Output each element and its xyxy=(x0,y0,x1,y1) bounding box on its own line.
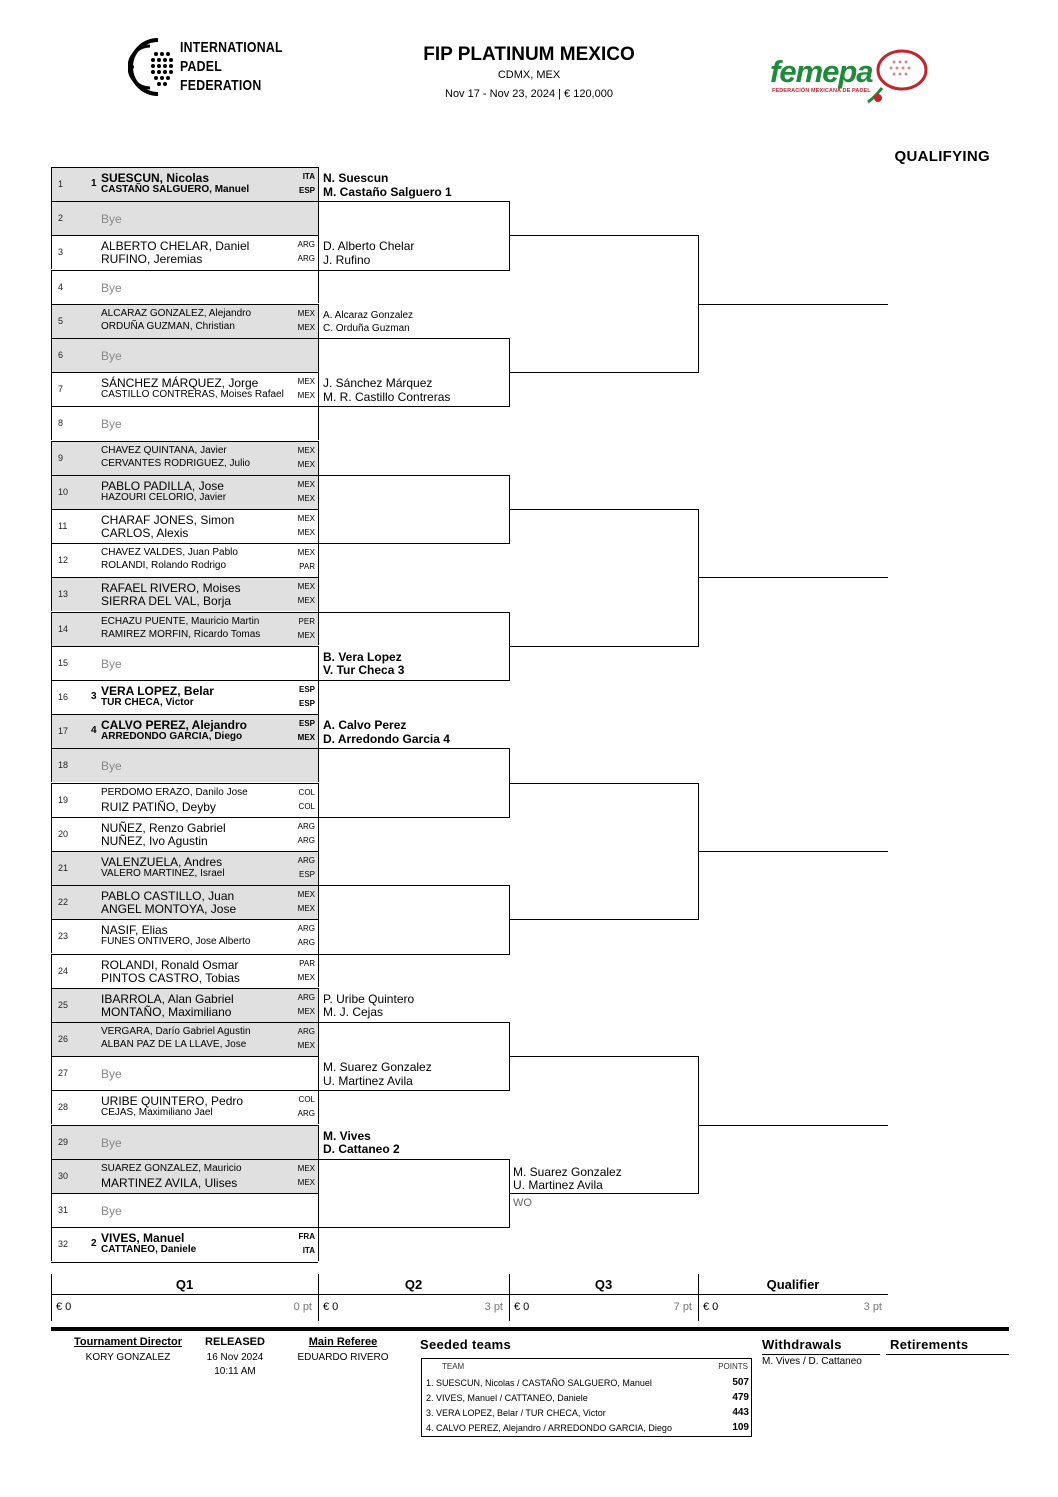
player-name: ECHAZU PUENTE, Mauricio Martin xyxy=(101,615,260,627)
player-name: CALVO PEREZ, Alejandro xyxy=(101,718,248,733)
draw-entry xyxy=(51,646,318,680)
bracket-line xyxy=(318,714,319,782)
player-name: CATTANEO, Daniele xyxy=(101,1244,197,1256)
bracket-line xyxy=(318,167,319,235)
draw-entry xyxy=(51,167,318,201)
player-name: ALBAN PAZ DE LA LLAVE, Jose xyxy=(101,1039,247,1050)
bracket-line xyxy=(318,406,509,407)
femepa-logo-text: femepa xyxy=(770,54,873,89)
player-country: MEX xyxy=(297,630,315,640)
player-name: ARREDONDO GARCIA, Diego xyxy=(101,731,243,743)
bracket-line xyxy=(318,1022,509,1023)
player-name: ANGEL MONTOYA, Jose xyxy=(101,902,237,917)
player-name: VERA LOPEZ, Belar xyxy=(101,684,214,698)
round-prize: € 0 xyxy=(514,1301,530,1313)
bracket-line xyxy=(509,1056,699,1057)
bracket-line xyxy=(318,201,509,202)
round1-winner-name: M. Suarez Gonzalez xyxy=(323,1060,432,1075)
player-country: MEX xyxy=(297,1163,315,1173)
player-name: PERDOMO ERAZO, Danilo Jose xyxy=(101,786,248,798)
player-country: PAR xyxy=(299,958,315,968)
bye-label: Bye xyxy=(101,1067,122,1082)
walkover-note: WO xyxy=(513,1197,532,1209)
ipf-logo-line: PADEL xyxy=(180,58,223,75)
player-name: SUAREZ GONZALEZ, Mauricio xyxy=(101,1162,242,1174)
round1-winner-name: M. J. Cejas xyxy=(323,1005,384,1020)
draw-position: 19 xyxy=(58,794,69,805)
draw-entry xyxy=(51,270,318,304)
draw-entry xyxy=(51,509,318,543)
player-country: ARG xyxy=(297,1027,315,1036)
round1-winner-name: C. Orduña Guzman xyxy=(323,323,410,335)
draw-position: 27 xyxy=(58,1068,69,1079)
released-date: 16 Nov 2024 xyxy=(206,1352,264,1363)
draw-entry xyxy=(51,1227,318,1261)
player-name: NUÑEZ, Renzo Gabriel xyxy=(101,820,226,835)
draw-position: 3 xyxy=(58,247,64,258)
draw-position: 13 xyxy=(58,589,69,600)
femepa-logo xyxy=(764,48,934,108)
referee-label: Main Referee xyxy=(308,1336,378,1348)
seeded-team-row xyxy=(426,1421,749,1436)
player-country: MEX xyxy=(297,1177,315,1187)
seed-number: 2 xyxy=(91,1238,97,1250)
player-country: ARG xyxy=(297,254,315,264)
draw-position: 22 xyxy=(58,897,69,908)
draw-position: 15 xyxy=(58,657,69,668)
round1-winner-name: U. Martinez Avila xyxy=(323,1073,413,1088)
player-country: MEX xyxy=(297,377,315,387)
seeded-team-row xyxy=(426,1406,749,1421)
round-label: Q1 xyxy=(175,1277,194,1292)
bracket-line xyxy=(318,1090,509,1091)
bracket-line xyxy=(318,954,509,955)
draw-position: 31 xyxy=(58,1205,69,1215)
bracket-line xyxy=(318,851,319,919)
player-name: CHAVEZ VALDES, Juan Pablo xyxy=(101,547,238,559)
player-name: NASIF, Elias xyxy=(101,923,168,938)
player-country: ARG xyxy=(297,240,315,250)
player-name: CEJAS, Maximiliano Jael xyxy=(101,1107,213,1119)
draw-entry xyxy=(51,680,318,714)
femepa-logo-subtitle: FEDERACIÓN MEXICANA DE PADEL xyxy=(772,88,871,94)
bye-label: Bye xyxy=(101,349,122,363)
ipf-logo-line: FEDERATION xyxy=(180,77,262,94)
round1-winner-name: D. Cattaneo 2 xyxy=(323,1142,400,1157)
round-label: Q3 xyxy=(594,1277,613,1292)
draw-entry xyxy=(51,1022,318,1056)
tournament-location: CDMX, MEX xyxy=(497,69,561,81)
draw-position: 17 xyxy=(58,726,69,737)
round-prize: € 0 xyxy=(323,1301,339,1313)
round1-winner-name: V. Tur Checa 3 xyxy=(323,663,405,678)
draw-entry xyxy=(51,1090,318,1124)
player-country: MEX xyxy=(297,582,315,592)
bracket-line xyxy=(318,783,319,851)
player-country: MEX xyxy=(297,445,315,455)
draw-position: 5 xyxy=(58,315,64,326)
round1-winner-name: D. Alberto Chelar xyxy=(323,239,415,254)
player-country: ARG xyxy=(297,856,315,865)
player-country: MEX xyxy=(297,308,315,318)
bye-label: Bye xyxy=(101,212,122,227)
draw-position: 1 xyxy=(58,179,64,189)
player-name: FUNES ONTIVERO, Jose Alberto xyxy=(101,936,251,948)
bracket-line xyxy=(698,577,888,578)
bracket-line xyxy=(318,988,319,1056)
draw-position: 25 xyxy=(58,999,69,1010)
seeded-team: 1. SUESCUN, Nicolas / CASTAÑO SALGUERO, Manuel xyxy=(426,1378,652,1388)
seed-number: 1 xyxy=(91,178,97,189)
player-name: IBARROLA, Alan Gabriel xyxy=(101,991,234,1006)
draw-entry xyxy=(51,817,318,851)
draw-entry xyxy=(51,714,318,748)
bracket-line xyxy=(318,919,319,987)
ipf-ball-icon xyxy=(128,36,178,98)
released-label: RELEASED xyxy=(205,1336,265,1348)
seeded-teams-title: Seeded teams xyxy=(420,1337,512,1352)
director-label: Tournament Director xyxy=(74,1336,182,1348)
draw-position: 2 xyxy=(58,213,64,224)
bracket-line xyxy=(509,919,699,920)
round1-winner-name: P. Uribe Quintero xyxy=(323,991,415,1006)
player-country: ESP xyxy=(298,685,315,694)
draw-position: 8 xyxy=(58,418,64,429)
bracket-line xyxy=(509,783,699,784)
player-name: CASTILLO CONTRERAS, Moises Rafael xyxy=(101,389,284,401)
draw-entry xyxy=(51,988,318,1022)
round1-winner-name: M. R. Castillo Contreras xyxy=(323,389,451,404)
entries-bottom-border xyxy=(51,1262,318,1263)
player-name: SUESCUN, Nicolas xyxy=(101,171,210,185)
bracket-line xyxy=(318,1159,509,1160)
player-country: MEX xyxy=(297,528,315,537)
withdrawals-title: Withdrawals xyxy=(762,1337,842,1352)
seeded-points: 479 xyxy=(732,1392,749,1403)
player-name: URIBE QUINTERO, Pedro xyxy=(101,1094,244,1109)
player-country: ARG xyxy=(297,938,315,948)
seeded-team: 2. VIVES, Manuel / CATTANEO, Daniele xyxy=(426,1393,588,1403)
round-label: Q2 xyxy=(404,1277,423,1292)
draw-entry xyxy=(51,577,318,611)
round-points: 0 pt xyxy=(293,1301,312,1313)
referee-name: EDUARDO RIVERO xyxy=(297,1352,389,1363)
draw-entry xyxy=(51,1159,318,1193)
bracket-line xyxy=(318,885,509,886)
draw-position: 30 xyxy=(58,1170,69,1181)
round1-winner-name: N. Suescun xyxy=(323,171,389,185)
round2-winner-line1: M. Suarez Gonzalez xyxy=(513,1165,622,1179)
player-name: PABLO CASTILLO, Juan xyxy=(101,889,235,904)
draw-position: 24 xyxy=(58,965,69,976)
player-name: VALERO MARTINEZ, Israel xyxy=(101,868,225,879)
player-country: ITA xyxy=(302,1246,315,1256)
player-name: PABLO PADILLA, Jose xyxy=(101,478,224,493)
player-country: ESP xyxy=(298,186,315,195)
player-name: SIERRA DEL VAL, Borja xyxy=(101,594,232,609)
draw-entry xyxy=(51,783,318,817)
bracket-line xyxy=(318,338,509,339)
player-country: MEX xyxy=(297,972,315,982)
draw-entry xyxy=(51,954,318,988)
tournament-dates: Nov 17 - Nov 23, 2024 | € 120,000 xyxy=(445,88,613,100)
bracket-line xyxy=(318,543,509,544)
draw-position: 6 xyxy=(58,350,64,360)
player-name: VIVES, Manuel xyxy=(101,1231,185,1246)
draw-position: 21 xyxy=(58,863,69,873)
draw-entry xyxy=(51,406,318,440)
player-country: ARG xyxy=(297,835,315,845)
bracket-line xyxy=(318,475,509,476)
player-country: MEX xyxy=(297,322,315,332)
draw-entry xyxy=(51,851,318,885)
team-column-header: TEAM xyxy=(442,1362,465,1371)
draw-position: 23 xyxy=(58,931,69,942)
draw-entry xyxy=(51,304,318,338)
player-country: ARG xyxy=(297,821,315,831)
draw-position: 18 xyxy=(58,760,69,771)
footer-divider xyxy=(51,1327,1009,1331)
released-time: 10:11 AM xyxy=(214,1366,256,1377)
draw-entry xyxy=(51,885,318,919)
bracket-line xyxy=(698,509,699,647)
draw-position: 16 xyxy=(58,692,69,702)
bracket-line xyxy=(509,235,699,236)
round-header-divider xyxy=(51,1294,888,1295)
round-points: 3 pt xyxy=(863,1301,882,1313)
bracket-line xyxy=(509,885,510,955)
draw-entry xyxy=(51,475,318,509)
seeded-points: 507 xyxy=(732,1377,749,1388)
ipf-logo xyxy=(128,36,298,98)
round1-winner-name: A. Calvo Perez xyxy=(323,718,407,733)
bracket-line xyxy=(698,1125,888,1126)
bracket-line xyxy=(318,372,319,440)
draw-position: 14 xyxy=(58,623,69,634)
draw-position: 32 xyxy=(58,1239,69,1250)
bracket-line xyxy=(318,680,509,681)
bye-label: Bye xyxy=(101,280,122,295)
player-country: MEX xyxy=(297,459,315,469)
ipf-logo-line: INTERNATIONAL xyxy=(180,39,283,56)
bracket-line xyxy=(318,612,509,613)
points-column-header: POINTS xyxy=(718,1362,748,1371)
player-name: VALENZUELA, Andres xyxy=(101,855,223,869)
withdrawals-list: M. Vives / D. Cattaneo xyxy=(762,1356,862,1367)
draw-entry xyxy=(51,235,318,269)
bracket-line xyxy=(318,509,319,577)
draw-position: 4 xyxy=(58,281,64,292)
seeded-points: 443 xyxy=(732,1407,749,1418)
round-label: Qualifier xyxy=(766,1277,820,1292)
draw-position: 11 xyxy=(58,521,68,531)
bracket-line xyxy=(698,304,888,305)
retirements-title: Retirements xyxy=(890,1337,969,1352)
player-name: RUIZ PATIÑO, Deyby xyxy=(101,799,216,814)
player-name: MONTAÑO, Maximiliano xyxy=(101,1004,232,1019)
bye-label: Bye xyxy=(101,759,122,774)
bracket-line xyxy=(318,1056,319,1124)
round-points: 7 pt xyxy=(673,1301,692,1313)
player-name: PINTOS CASTRO, Tobias xyxy=(101,970,240,985)
player-country: MEX xyxy=(297,904,315,914)
player-country: MEX xyxy=(297,391,315,401)
bracket-line xyxy=(318,304,319,372)
player-name: CASTAÑO SALGUERO, Manuel xyxy=(101,184,250,195)
round1-winner-name: M. Vives xyxy=(323,1128,371,1143)
bracket-line xyxy=(318,1193,319,1261)
draw-position: 10 xyxy=(58,486,69,497)
player-name: ALCARAZ GONZALEZ, Alejandro xyxy=(101,307,252,319)
seeded-team-row xyxy=(426,1376,749,1391)
player-country: ARG xyxy=(297,992,315,1002)
draw-entry xyxy=(51,1056,318,1090)
draw-entry xyxy=(51,1125,318,1159)
tournament-title: FIP PLATINUM MEXICO xyxy=(423,44,635,65)
player-country: MEX xyxy=(297,1006,315,1016)
player-country: COL xyxy=(298,1095,315,1105)
draw-entry xyxy=(51,441,318,475)
round-points: 3 pt xyxy=(484,1301,503,1313)
player-name: RUFINO, Jeremias xyxy=(101,252,203,267)
player-country: ESP xyxy=(298,719,315,729)
player-name: CHARAF JONES, Simon xyxy=(101,513,235,527)
bracket-line xyxy=(318,577,319,645)
seeded-team: 4. CALVO PEREZ, Alejandro / ARREDONDO GARCIA, Diego xyxy=(426,1423,672,1433)
player-name: ALBERTO CHELAR, Daniel xyxy=(101,239,250,254)
player-name: TUR CHECA, Victor xyxy=(101,697,194,708)
draw-position: 12 xyxy=(58,555,69,566)
player-name: CHAVEZ QUINTANA, Javier xyxy=(101,444,227,456)
seeded-points: 109 xyxy=(732,1422,749,1433)
player-name: RAFAEL RIVERO, Moises xyxy=(101,581,241,596)
round-prize: € 0 xyxy=(56,1301,72,1313)
player-country: FRA xyxy=(298,1232,315,1242)
player-name: MARTINEZ AVILA, Ulises xyxy=(101,1175,238,1190)
player-name: CARLOS, Alexis xyxy=(101,526,189,540)
seeded-team-row xyxy=(426,1391,749,1406)
round1-winner-name: J. Rufino xyxy=(323,252,371,267)
bye-label: Bye xyxy=(101,656,122,671)
player-country: ARG xyxy=(297,924,315,934)
draw-entry xyxy=(51,338,318,372)
bracket-line xyxy=(318,817,509,818)
bracket-line xyxy=(509,646,699,647)
round1-winner-name: B. Vera Lopez xyxy=(323,649,402,664)
draw-entry xyxy=(51,1193,318,1227)
player-country: ESP xyxy=(298,870,315,879)
draw-position: 7 xyxy=(58,384,64,395)
player-country: MEX xyxy=(297,596,315,606)
draw-position: 29 xyxy=(58,1136,69,1147)
draw-position: 9 xyxy=(58,452,64,463)
bye-label: Bye xyxy=(101,1204,122,1218)
bracket-line xyxy=(698,851,888,852)
player-country: MEX xyxy=(297,890,315,900)
bye-label: Bye xyxy=(101,1135,122,1150)
draw-entry xyxy=(51,612,318,646)
seeded-teams-table xyxy=(421,1358,752,1437)
draw-entry xyxy=(51,543,318,577)
player-country: ESP xyxy=(298,699,315,708)
round-prize: € 0 xyxy=(703,1301,719,1313)
round2-winner-line2: U. Martinez Avila xyxy=(513,1178,603,1192)
player-country: MEX xyxy=(297,733,315,743)
player-country: COL xyxy=(298,801,315,811)
player-name: ORDUÑA GUZMAN, Christian xyxy=(101,320,235,332)
draw-entry xyxy=(51,748,318,782)
bracket-line xyxy=(318,441,319,509)
padel-racket-icon xyxy=(864,48,934,108)
draw-type-label: QUALIFYING xyxy=(894,148,990,165)
player-name: ROLANDI, Ronald Osmar xyxy=(101,957,239,972)
bracket-line xyxy=(318,1227,509,1228)
draw-position: 26 xyxy=(58,1034,69,1044)
round1-winner-name: J. Sánchez Márquez xyxy=(323,376,433,391)
bye-label: Bye xyxy=(101,417,122,432)
bracket-line xyxy=(509,372,699,373)
draw-position: 20 xyxy=(58,828,69,839)
player-name: CERVANTES RODRIGUEZ, Julio xyxy=(101,457,251,469)
bracket-line xyxy=(318,1125,319,1193)
retirements-underline xyxy=(886,1354,1009,1355)
bracket-line xyxy=(318,235,319,303)
bracket-line xyxy=(509,201,510,271)
player-country: PER xyxy=(298,616,315,626)
player-country: MEX xyxy=(297,548,315,558)
player-country: MEX xyxy=(297,514,315,523)
bracket-line xyxy=(509,509,699,510)
round1-winner-name: M. Castaño Salguero 1 xyxy=(323,184,452,199)
player-country: ITA xyxy=(302,172,315,181)
withdrawals-underline xyxy=(762,1354,880,1355)
player-country: COL xyxy=(298,787,315,797)
player-name: NUÑEZ, Ivo Agustin xyxy=(101,833,208,848)
bracket-line xyxy=(318,748,509,749)
draw-entry xyxy=(51,372,318,406)
player-name: SÁNCHEZ MÁRQUEZ, Jorge xyxy=(101,376,259,391)
player-country: MEX xyxy=(297,479,315,489)
seed-number: 4 xyxy=(91,725,97,737)
player-country: ARG xyxy=(297,1109,315,1119)
draw-position: 28 xyxy=(58,1102,69,1113)
player-name: HAZOURI CELORIO, Javier xyxy=(101,491,227,503)
director-name: KORY GONZALEZ xyxy=(85,1352,171,1363)
round1-winner-name: D. Arredondo Garcia 4 xyxy=(323,731,450,746)
player-country: MEX xyxy=(297,1041,315,1050)
bracket-line xyxy=(318,646,319,714)
bracket-line xyxy=(509,1193,699,1194)
seeded-team: 3. VERA LOPEZ, Belar / TUR CHECA, Victor xyxy=(426,1408,606,1418)
player-name: RAMIREZ MORFIN, Ricardo Tomas xyxy=(101,628,261,640)
bracket-line xyxy=(318,270,509,271)
player-country: PAR xyxy=(299,562,315,572)
round1-winner-name: A. Alcaraz Gonzalez xyxy=(323,309,414,321)
player-country: MEX xyxy=(297,493,315,503)
player-name: ROLANDI, Rolando Rodrigo xyxy=(101,560,227,572)
draw-entry xyxy=(51,919,318,953)
draw-entry xyxy=(51,201,318,235)
player-name: VERGARA, Darío Gabriel Agustin xyxy=(101,1026,251,1037)
seed-number: 3 xyxy=(91,691,97,702)
